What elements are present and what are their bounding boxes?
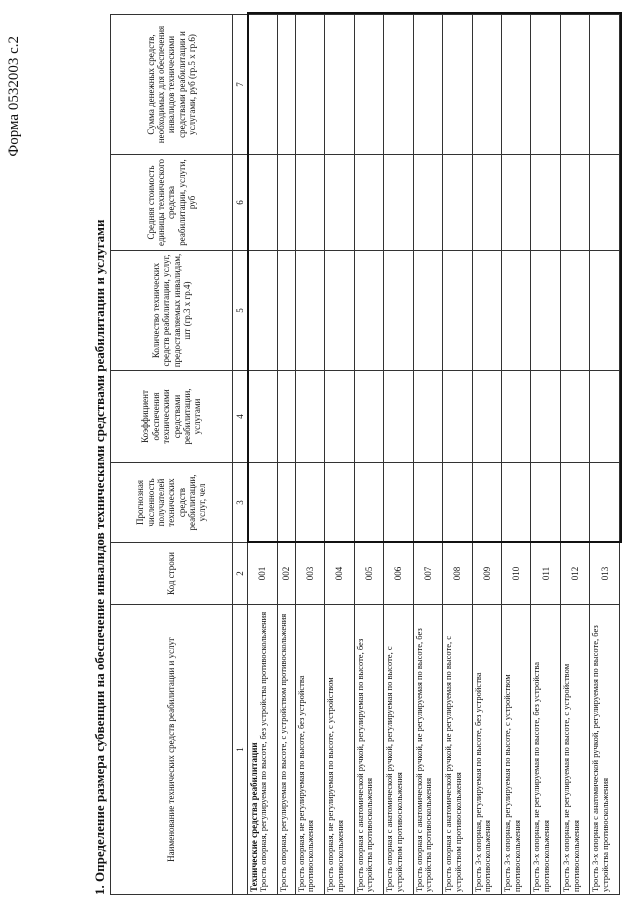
table-row [354,15,383,895]
value-cell[interactable] [501,371,530,463]
value-cell[interactable] [590,15,620,155]
row-name-cell [501,605,530,895]
value-cell[interactable] [472,463,501,543]
value-cell[interactable] [248,371,278,463]
value-cell[interactable] [278,371,295,463]
row-name: Трость 3-х опорная, не регулируемая по высоте, с устройством противоскольжения [560,663,581,892]
row-name: Трость опорная, не регулируемая по высоте, с устройством противоскольжения [325,677,345,892]
value-cell[interactable] [501,251,530,371]
value-cell[interactable] [501,463,530,543]
row-name-cell [278,605,295,895]
row-name: Трость опорная с анатомической ручкой, регулируемая по высоте, с устройством противоскольжения [384,646,404,892]
value-cell[interactable] [354,15,383,155]
table-row [295,15,324,895]
value-cell[interactable] [531,371,560,463]
header-coefficient: Коэффициент обеспечения техническими средствами реабилитации, услугами [111,371,233,463]
row-name-cell [413,605,442,895]
value-cell[interactable] [248,155,278,251]
row-name-cell [354,605,383,895]
table-row [531,15,560,895]
table-row [501,15,530,895]
value-cell[interactable] [384,463,413,543]
value-cell[interactable] [560,463,589,543]
row-name: Трость опорная с анатомической ручкой, регулируемая по высоте, без устройства противоскольжения [354,638,375,892]
value-cell[interactable] [278,15,295,155]
value-cell[interactable] [443,15,472,155]
row-name-cell [443,605,472,895]
row-code: 006 [384,543,413,605]
value-cell[interactable] [501,15,530,155]
row-name: Трость опорная, регулируемая по высоте, без устройства противоскольжения [258,611,269,892]
value-cell[interactable] [354,251,383,371]
value-cell[interactable] [413,15,442,155]
value-cell[interactable] [325,251,354,371]
value-cell[interactable] [590,463,620,543]
table-row [443,15,472,895]
value-cell[interactable] [278,463,295,543]
value-cell[interactable] [325,371,354,463]
row-name-cell [248,605,278,895]
row-name: Трость опорная, не регулируемая по высоте, без устройства противоскольжения [295,675,316,892]
row-name: Трость опорная, регулируемая по высоте, с устройством противоскольжения [278,613,289,892]
value-cell[interactable] [472,251,501,371]
value-cell[interactable] [560,371,589,463]
column-number: 4 [233,371,248,463]
row-name-cell [384,605,413,895]
value-cell[interactable] [590,251,620,371]
value-cell[interactable] [443,371,472,463]
header-code: Код строки [111,543,233,605]
value-cell[interactable] [354,155,383,251]
header-avg-cost: Средняя стоимость единицы технического средства реабилитации, услуги, руб [111,155,233,251]
section-title: 1. Определение размера субвенции на обеспечение инвалидов техническими средствами реабилитации и услугами [92,219,107,895]
row-name: Трость 3-х опорная, регулируемая по высоте, без устройства противоскольжения [472,672,493,892]
row-code: 001 [248,543,278,605]
value-cell[interactable] [278,155,295,251]
value-cell[interactable] [384,371,413,463]
value-cell[interactable] [295,251,324,371]
value-cell[interactable] [531,15,560,155]
value-cell[interactable] [472,155,501,251]
row-code: 012 [560,543,589,605]
value-cell[interactable] [295,463,324,543]
column-number: 2 [233,543,248,605]
value-cell[interactable] [472,15,501,155]
value-cell[interactable] [295,15,324,155]
value-cell[interactable] [384,15,413,155]
value-cell[interactable] [443,155,472,251]
value-cell[interactable] [590,155,620,251]
value-cell[interactable] [501,155,530,251]
value-cell[interactable] [560,155,589,251]
value-cell[interactable] [413,251,442,371]
row-name: Трость 3-х опорная с анатомической ручкой, регулируемая по высоте, без устройства противоскольжения [590,625,611,892]
row-code: 009 [472,543,501,605]
value-cell[interactable] [354,371,383,463]
row-code: 002 [278,543,295,605]
row-code: 013 [590,543,620,605]
table-row [560,15,589,895]
row-name: Трость 3-х опорная, не регулируемая по высоте, без устройства противоскольжения [531,661,552,892]
row-code: 010 [501,543,530,605]
value-cell[interactable] [443,251,472,371]
value-cell[interactable] [413,155,442,251]
value-cell[interactable] [248,15,278,155]
table-body [248,15,620,895]
row-code: 011 [531,543,560,605]
row-name-cell [590,605,620,895]
value-cell[interactable] [413,463,442,543]
value-cell[interactable] [531,251,560,371]
header-forecast-count: Прогнозная численность получателей технических средств реабилитации, услуг, чел [111,463,233,543]
value-cell[interactable] [325,155,354,251]
value-cell[interactable] [325,15,354,155]
column-number: 7 [233,15,248,155]
value-cell[interactable] [295,371,324,463]
group-heading: Технические средства реабилитации [249,742,259,892]
value-cell[interactable] [384,155,413,251]
table-row [278,15,295,895]
value-cell[interactable] [384,251,413,371]
row-name: Трость опорная с анатомической ручкой, не регулируемая по высоте, с устройством противоскольжения [443,635,463,892]
form-label: Форма 0532003 с.2 [6,36,22,157]
column-number: 1 [233,605,248,895]
value-cell[interactable] [560,15,589,155]
subvention-table-container [110,15,620,895]
row-code: 007 [413,543,442,605]
row-name-cell [295,605,324,895]
value-cell[interactable] [531,155,560,251]
value-cell[interactable] [413,371,442,463]
value-cell[interactable] [560,251,589,371]
value-cell[interactable] [531,463,560,543]
table-row [590,15,620,895]
value-cell[interactable] [354,463,383,543]
row-name-cell [325,605,354,895]
value-cell[interactable] [278,251,295,371]
header-quantity: Количество технических средств реабилитации, услуг, предоставляемых инвалидам, шт (гр.3 х гр.4) [111,251,233,371]
row-code: 005 [354,543,383,605]
row-code: 008 [443,543,472,605]
table-row [248,15,278,895]
value-cell[interactable] [443,463,472,543]
header-total-sum: Сумма денежных средств, необходимых для обеспечения инвалидов техническими средствами реабилитации и услугами, руб (гр.5 х гр.6) [111,15,233,155]
subvention-table [110,14,620,895]
value-cell[interactable] [325,463,354,543]
value-cell[interactable] [248,463,278,543]
header-name: Наименование технических средств реабилитации и услуг [111,605,233,895]
row-name: Трость опорная с анатомической ручкой, не регулируемая по высоте, без устройства противоскольжения [413,628,434,892]
row-name-cell [472,605,501,895]
table-row [472,15,501,895]
value-cell[interactable] [295,155,324,251]
row-code: 003 [295,543,324,605]
table-row [384,15,413,895]
value-cell[interactable] [590,371,620,463]
column-number: 5 [233,251,248,371]
table-row [325,15,354,895]
value-cell[interactable] [248,251,278,371]
row-name-cell [531,605,560,895]
column-number: 6 [233,155,248,251]
value-cell[interactable] [472,371,501,463]
row-name: Трость 3-х опорная, регулируемая по высоте, с устройством противоскольжения [501,674,522,892]
table-row [413,15,442,895]
row-code: 004 [325,543,354,605]
column-number: 3 [233,463,248,543]
row-name-cell [560,605,589,895]
